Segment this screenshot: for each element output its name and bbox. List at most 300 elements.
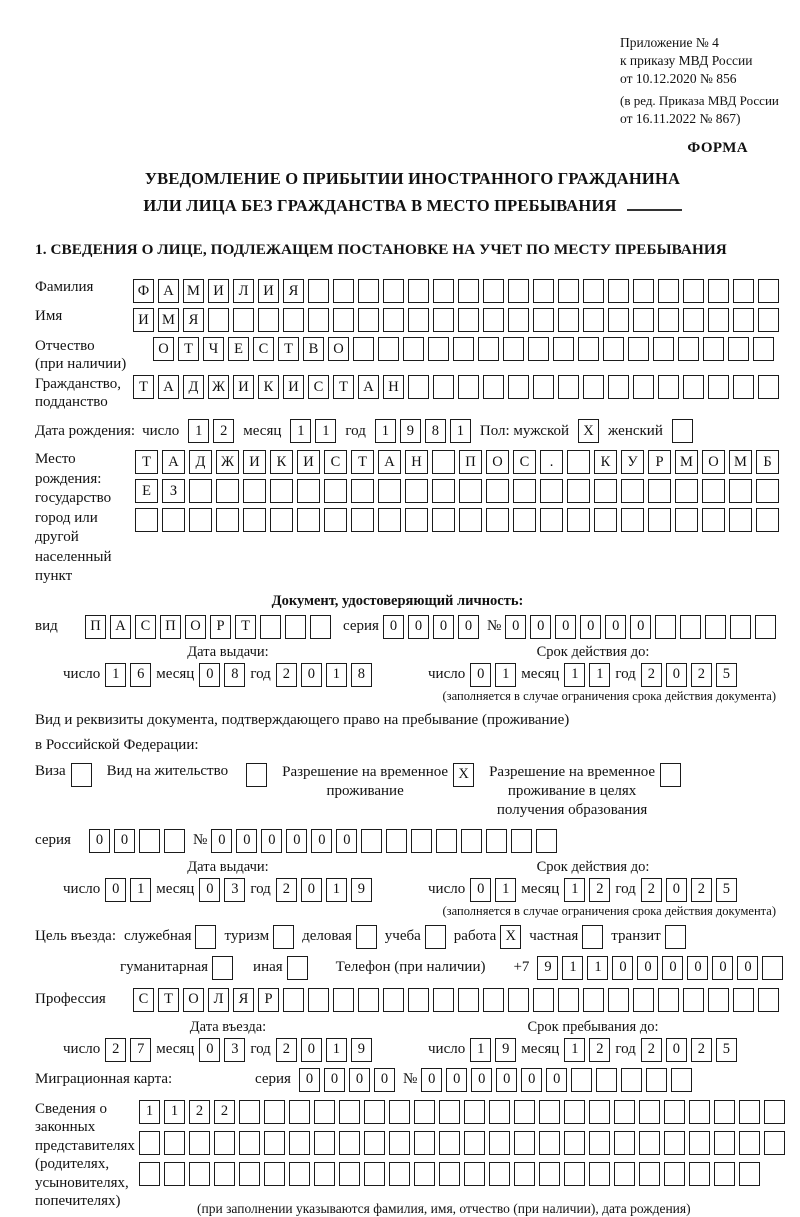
char-box[interactable]: [564, 1131, 585, 1155]
char-box[interactable]: А: [358, 375, 379, 399]
char-box[interactable]: И: [297, 450, 320, 474]
char-box[interactable]: [614, 1100, 635, 1124]
char-box[interactable]: В: [303, 337, 324, 361]
char-box[interactable]: [608, 279, 629, 303]
char-box[interactable]: [478, 337, 499, 361]
char-box[interactable]: 0: [666, 1038, 687, 1062]
char-box[interactable]: [414, 1162, 435, 1186]
char-box[interactable]: [655, 615, 676, 639]
char-box[interactable]: О: [185, 615, 206, 639]
char-box[interactable]: 0: [737, 956, 758, 980]
char-box[interactable]: 0: [580, 615, 601, 639]
char-box[interactable]: [195, 925, 216, 949]
char-box[interactable]: [289, 1162, 310, 1186]
char-box[interactable]: О: [702, 450, 725, 474]
char-box[interactable]: 0: [211, 829, 232, 853]
char-box[interactable]: [139, 1162, 160, 1186]
char-box[interactable]: С: [135, 615, 156, 639]
char-box[interactable]: [243, 508, 266, 532]
purpose-humanitarian-checkbox[interactable]: [212, 956, 233, 980]
char-box[interactable]: [405, 508, 428, 532]
char-box[interactable]: Т: [178, 337, 199, 361]
char-box[interactable]: [324, 479, 347, 503]
char-box[interactable]: Л: [233, 279, 254, 303]
char-box[interactable]: [432, 508, 455, 532]
char-box[interactable]: [439, 1162, 460, 1186]
char-box[interactable]: 0: [299, 1068, 320, 1092]
char-box[interactable]: [483, 988, 504, 1012]
char-box[interactable]: [458, 308, 479, 332]
char-box[interactable]: 0: [114, 829, 135, 853]
char-box[interactable]: [708, 375, 729, 399]
char-box[interactable]: [633, 308, 654, 332]
char-box[interactable]: 1: [450, 419, 471, 443]
char-box[interactable]: Т: [158, 988, 179, 1012]
char-box[interactable]: 1: [188, 419, 209, 443]
char-box[interactable]: [683, 279, 704, 303]
residence-permit-checkbox[interactable]: [246, 763, 267, 787]
char-box[interactable]: 0: [336, 829, 357, 853]
char-box[interactable]: З: [162, 479, 185, 503]
char-box[interactable]: [536, 829, 557, 853]
char-box[interactable]: 2: [214, 1100, 235, 1124]
char-box[interactable]: [489, 1131, 510, 1155]
char-box[interactable]: [648, 479, 671, 503]
char-box[interactable]: О: [328, 337, 349, 361]
char-box[interactable]: 9: [537, 956, 558, 980]
char-box[interactable]: 0: [199, 878, 220, 902]
char-box[interactable]: [689, 1131, 710, 1155]
char-box[interactable]: [513, 508, 536, 532]
char-box[interactable]: [408, 308, 429, 332]
char-box[interactable]: [733, 988, 754, 1012]
char-box[interactable]: 0: [89, 829, 110, 853]
char-box[interactable]: [258, 308, 279, 332]
char-box[interactable]: [594, 508, 617, 532]
char-box[interactable]: И: [283, 375, 304, 399]
char-box[interactable]: [239, 1131, 260, 1155]
char-box[interactable]: 2: [276, 878, 297, 902]
char-box[interactable]: [428, 337, 449, 361]
char-box[interactable]: 2: [589, 1038, 610, 1062]
char-box[interactable]: А: [110, 615, 131, 639]
char-box[interactable]: С: [253, 337, 274, 361]
char-box[interactable]: [680, 615, 701, 639]
char-box[interactable]: 0: [712, 956, 733, 980]
char-box[interactable]: [283, 988, 304, 1012]
char-box[interactable]: [351, 508, 374, 532]
char-box[interactable]: [389, 1131, 410, 1155]
char-box[interactable]: [583, 375, 604, 399]
char-box[interactable]: 8: [224, 663, 245, 687]
char-box[interactable]: [139, 1131, 160, 1155]
char-box[interactable]: [459, 508, 482, 532]
char-box[interactable]: 0: [421, 1068, 442, 1092]
char-box[interactable]: С: [133, 988, 154, 1012]
char-box[interactable]: [589, 1162, 610, 1186]
char-box[interactable]: [582, 925, 603, 949]
char-box[interactable]: Б: [756, 450, 779, 474]
char-box[interactable]: [408, 988, 429, 1012]
char-box[interactable]: [264, 1131, 285, 1155]
char-box[interactable]: [675, 479, 698, 503]
char-box[interactable]: [339, 1131, 360, 1155]
char-box[interactable]: 9: [351, 878, 372, 902]
char-box[interactable]: [239, 1100, 260, 1124]
char-box[interactable]: [558, 375, 579, 399]
char-box[interactable]: [758, 375, 779, 399]
char-box[interactable]: [264, 1100, 285, 1124]
char-box[interactable]: [594, 479, 617, 503]
purpose-private-checkbox[interactable]: [582, 925, 603, 949]
char-box[interactable]: [314, 1162, 335, 1186]
char-box[interactable]: [383, 279, 404, 303]
char-box[interactable]: [621, 508, 644, 532]
char-box[interactable]: [216, 508, 239, 532]
char-box[interactable]: [408, 375, 429, 399]
char-box[interactable]: 1: [564, 663, 585, 687]
char-box[interactable]: [558, 988, 579, 1012]
char-box[interactable]: 2: [641, 663, 662, 687]
char-box[interactable]: [358, 279, 379, 303]
char-box[interactable]: П: [459, 450, 482, 474]
char-box[interactable]: 1: [130, 878, 151, 902]
char-box[interactable]: [589, 1131, 610, 1155]
char-box[interactable]: 0: [630, 615, 651, 639]
char-box[interactable]: 1: [326, 878, 347, 902]
char-box[interactable]: 0: [470, 663, 491, 687]
char-box[interactable]: П: [160, 615, 181, 639]
char-box[interactable]: Ж: [208, 375, 229, 399]
char-box[interactable]: [739, 1162, 760, 1186]
char-box[interactable]: [764, 1131, 785, 1155]
char-box[interactable]: 2: [589, 878, 610, 902]
purpose-work-checkbox[interactable]: [500, 925, 521, 949]
char-box[interactable]: 0: [471, 1068, 492, 1092]
char-box[interactable]: [739, 1131, 760, 1155]
char-box[interactable]: [633, 375, 654, 399]
char-box[interactable]: К: [594, 450, 617, 474]
char-box[interactable]: Ч: [203, 337, 224, 361]
char-box[interactable]: [658, 308, 679, 332]
char-box[interactable]: [664, 1100, 685, 1124]
char-box[interactable]: [164, 1162, 185, 1186]
char-box[interactable]: .: [540, 450, 563, 474]
char-box[interactable]: [733, 375, 754, 399]
char-box[interactable]: [189, 1131, 210, 1155]
char-box[interactable]: [553, 337, 574, 361]
char-box[interactable]: И: [208, 279, 229, 303]
char-box[interactable]: [408, 279, 429, 303]
char-box[interactable]: [189, 508, 212, 532]
char-box[interactable]: [702, 508, 725, 532]
char-box[interactable]: [486, 508, 509, 532]
char-box[interactable]: [383, 308, 404, 332]
char-box[interactable]: [683, 308, 704, 332]
char-box[interactable]: [436, 829, 457, 853]
char-box[interactable]: Я: [183, 308, 204, 332]
char-box[interactable]: [489, 1100, 510, 1124]
char-box[interactable]: [414, 1131, 435, 1155]
char-box[interactable]: М: [183, 279, 204, 303]
char-box[interactable]: [270, 508, 293, 532]
char-box[interactable]: 1: [326, 1038, 347, 1062]
char-box[interactable]: [665, 925, 686, 949]
char-box[interactable]: Д: [189, 450, 212, 474]
char-box[interactable]: [433, 988, 454, 1012]
char-box[interactable]: [513, 479, 536, 503]
char-box[interactable]: Т: [133, 375, 154, 399]
char-box[interactable]: [578, 337, 599, 361]
char-box[interactable]: [285, 615, 306, 639]
char-box[interactable]: [729, 479, 752, 503]
char-box[interactable]: Т: [135, 450, 158, 474]
char-box[interactable]: 3: [224, 878, 245, 902]
char-box[interactable]: Н: [405, 450, 428, 474]
char-box[interactable]: [308, 988, 329, 1012]
purpose-other-checkbox[interactable]: [287, 956, 308, 980]
char-box[interactable]: [639, 1131, 660, 1155]
char-box[interactable]: [273, 925, 294, 949]
char-box[interactable]: 2: [691, 663, 712, 687]
char-box[interactable]: [351, 479, 374, 503]
char-box[interactable]: [714, 1100, 735, 1124]
purpose-tourism-checkbox[interactable]: [273, 925, 294, 949]
char-box[interactable]: [705, 615, 726, 639]
char-box[interactable]: [714, 1131, 735, 1155]
char-box[interactable]: [314, 1131, 335, 1155]
char-box[interactable]: 5: [716, 878, 737, 902]
char-box[interactable]: [333, 279, 354, 303]
char-box[interactable]: 1: [105, 663, 126, 687]
char-box[interactable]: [658, 988, 679, 1012]
char-box[interactable]: [658, 375, 679, 399]
char-box[interactable]: 0: [555, 615, 576, 639]
char-box[interactable]: Р: [648, 450, 671, 474]
char-box[interactable]: [162, 508, 185, 532]
char-box[interactable]: 1: [495, 663, 516, 687]
char-box[interactable]: [596, 1068, 617, 1092]
char-box[interactable]: [297, 479, 320, 503]
char-box[interactable]: [486, 829, 507, 853]
char-box[interactable]: [714, 1162, 735, 1186]
char-box[interactable]: [583, 308, 604, 332]
char-box[interactable]: [483, 279, 504, 303]
male-checkbox[interactable]: [578, 419, 599, 443]
char-box[interactable]: [403, 337, 424, 361]
char-box[interactable]: [703, 337, 724, 361]
female-checkbox[interactable]: [672, 419, 693, 443]
char-box[interactable]: [289, 1100, 310, 1124]
char-box[interactable]: [308, 308, 329, 332]
char-box[interactable]: [675, 508, 698, 532]
char-box[interactable]: [633, 279, 654, 303]
char-box[interactable]: 0: [349, 1068, 370, 1092]
char-box[interactable]: 0: [458, 615, 479, 639]
char-box[interactable]: [633, 988, 654, 1012]
char-box[interactable]: [533, 375, 554, 399]
char-box[interactable]: [260, 615, 281, 639]
char-box[interactable]: 0: [301, 663, 322, 687]
char-box[interactable]: [540, 508, 563, 532]
char-box[interactable]: [514, 1131, 535, 1155]
char-box[interactable]: [208, 308, 229, 332]
char-box[interactable]: [708, 988, 729, 1012]
char-box[interactable]: 1: [326, 663, 347, 687]
char-box[interactable]: Ф: [133, 279, 154, 303]
char-box[interactable]: [486, 479, 509, 503]
char-box[interactable]: М: [729, 450, 752, 474]
char-box[interactable]: [439, 1131, 460, 1155]
char-box[interactable]: [216, 479, 239, 503]
char-box[interactable]: 7: [130, 1038, 151, 1062]
char-box[interactable]: [608, 375, 629, 399]
visa-checkbox[interactable]: [71, 763, 92, 787]
char-box[interactable]: Р: [258, 988, 279, 1012]
char-box[interactable]: [558, 308, 579, 332]
char-box[interactable]: 0: [505, 615, 526, 639]
char-box[interactable]: [358, 308, 379, 332]
char-box[interactable]: [539, 1100, 560, 1124]
char-box[interactable]: [583, 988, 604, 1012]
char-box[interactable]: [564, 1100, 585, 1124]
char-box[interactable]: 0: [662, 956, 683, 980]
char-box[interactable]: 1: [470, 1038, 491, 1062]
char-box[interactable]: [589, 1100, 610, 1124]
char-box[interactable]: С: [324, 450, 347, 474]
char-box[interactable]: [646, 1068, 667, 1092]
char-box[interactable]: [764, 1100, 785, 1124]
char-box[interactable]: 0: [637, 956, 658, 980]
char-box[interactable]: [533, 308, 554, 332]
char-box[interactable]: [514, 1162, 535, 1186]
char-box[interactable]: С: [513, 450, 536, 474]
char-box[interactable]: 5: [716, 1038, 737, 1062]
char-box[interactable]: 6: [130, 663, 151, 687]
char-box[interactable]: 0: [301, 1038, 322, 1062]
char-box[interactable]: 0: [408, 615, 429, 639]
char-box[interactable]: Д: [183, 375, 204, 399]
char-box[interactable]: [539, 1131, 560, 1155]
char-box[interactable]: 0: [546, 1068, 567, 1092]
char-box[interactable]: [702, 479, 725, 503]
char-box[interactable]: [214, 1162, 235, 1186]
char-box[interactable]: [464, 1162, 485, 1186]
char-box[interactable]: [214, 1131, 235, 1155]
char-box[interactable]: Ж: [216, 450, 239, 474]
char-box[interactable]: [608, 988, 629, 1012]
char-box[interactable]: [287, 956, 308, 980]
char-box[interactable]: [558, 279, 579, 303]
char-box[interactable]: 0: [530, 615, 551, 639]
char-box[interactable]: [353, 337, 374, 361]
char-box[interactable]: 0: [301, 878, 322, 902]
purpose-business-checkbox[interactable]: [356, 925, 377, 949]
char-box[interactable]: [567, 479, 590, 503]
char-box[interactable]: 0: [199, 1038, 220, 1062]
char-box[interactable]: К: [270, 450, 293, 474]
char-box[interactable]: [729, 508, 752, 532]
char-box[interactable]: [333, 988, 354, 1012]
char-box[interactable]: [678, 337, 699, 361]
char-box[interactable]: [458, 279, 479, 303]
char-box[interactable]: М: [675, 450, 698, 474]
char-box[interactable]: [464, 1100, 485, 1124]
char-box[interactable]: [283, 308, 304, 332]
char-box[interactable]: 1: [495, 878, 516, 902]
char-box[interactable]: 0: [521, 1068, 542, 1092]
char-box[interactable]: И: [233, 375, 254, 399]
char-box[interactable]: [648, 508, 671, 532]
char-box[interactable]: И: [243, 450, 266, 474]
char-box[interactable]: И: [258, 279, 279, 303]
char-box[interactable]: 2: [641, 878, 662, 902]
char-box[interactable]: [459, 479, 482, 503]
char-box[interactable]: К: [258, 375, 279, 399]
char-box[interactable]: 5: [716, 663, 737, 687]
char-box[interactable]: [658, 279, 679, 303]
char-box[interactable]: 2: [276, 1038, 297, 1062]
char-box[interactable]: [432, 479, 455, 503]
char-box[interactable]: [389, 1162, 410, 1186]
char-box[interactable]: [411, 829, 432, 853]
char-box[interactable]: Е: [228, 337, 249, 361]
char-box[interactable]: [708, 308, 729, 332]
char-box[interactable]: [364, 1162, 385, 1186]
char-box[interactable]: [314, 1100, 335, 1124]
char-box[interactable]: Т: [333, 375, 354, 399]
char-box[interactable]: 0: [261, 829, 282, 853]
char-box[interactable]: [308, 279, 329, 303]
char-box[interactable]: О: [153, 337, 174, 361]
char-box[interactable]: М: [158, 308, 179, 332]
char-box[interactable]: [708, 279, 729, 303]
char-box[interactable]: [664, 1162, 685, 1186]
char-box[interactable]: И: [133, 308, 154, 332]
char-box[interactable]: 8: [425, 419, 446, 443]
char-box[interactable]: [758, 988, 779, 1012]
char-box[interactable]: [333, 308, 354, 332]
char-box[interactable]: 1: [564, 1038, 585, 1062]
char-box[interactable]: 1: [315, 419, 336, 443]
char-box[interactable]: 0: [496, 1068, 517, 1092]
char-box[interactable]: О: [486, 450, 509, 474]
char-box[interactable]: [753, 337, 774, 361]
purpose-study-checkbox[interactable]: [425, 925, 446, 949]
char-box[interactable]: [733, 308, 754, 332]
char-box[interactable]: [378, 479, 401, 503]
char-box[interactable]: [439, 1100, 460, 1124]
char-box[interactable]: [414, 1100, 435, 1124]
char-box[interactable]: [503, 337, 524, 361]
char-box[interactable]: [539, 1162, 560, 1186]
char-box[interactable]: [567, 508, 590, 532]
char-box[interactable]: [540, 479, 563, 503]
char-box[interactable]: 0: [311, 829, 332, 853]
char-box[interactable]: [246, 763, 267, 787]
char-box[interactable]: [762, 956, 783, 980]
char-box[interactable]: [653, 337, 674, 361]
char-box[interactable]: X: [453, 763, 474, 787]
char-box[interactable]: С: [308, 375, 329, 399]
char-box[interactable]: А: [378, 450, 401, 474]
char-box[interactable]: [383, 988, 404, 1012]
char-box[interactable]: 0: [470, 878, 491, 902]
char-box[interactable]: [508, 308, 529, 332]
char-box[interactable]: [758, 308, 779, 332]
char-box[interactable]: Я: [233, 988, 254, 1012]
char-box[interactable]: 2: [276, 663, 297, 687]
